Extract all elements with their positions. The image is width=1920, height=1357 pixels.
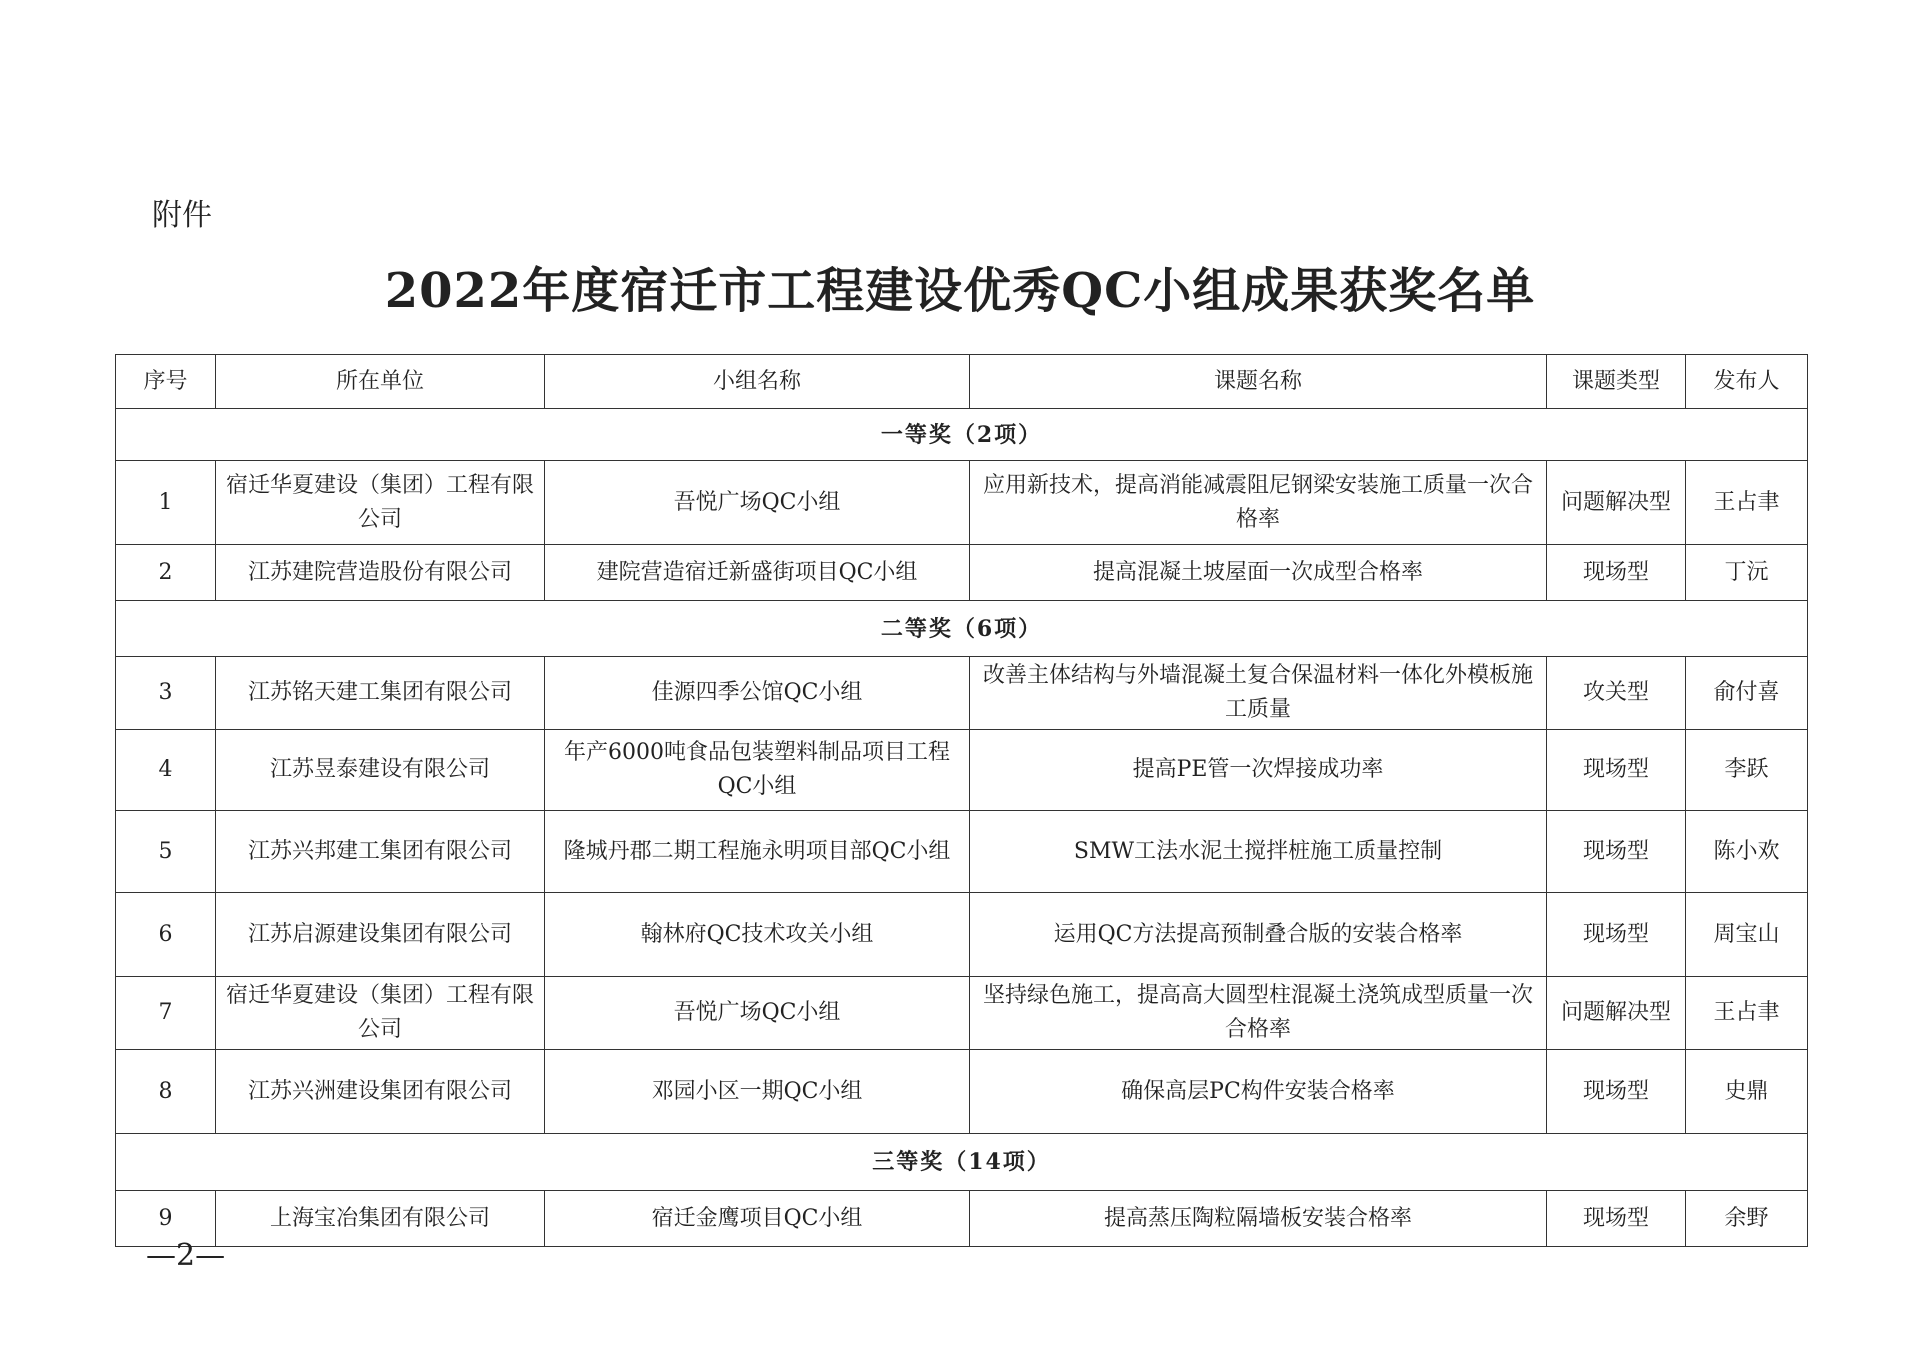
header-type: 课题类型 bbox=[1547, 355, 1686, 409]
cell-unit: 江苏启源建设集团有限公司 bbox=[216, 893, 545, 977]
cell-group: 隆城丹郡二期工程施永明项目部QC小组 bbox=[545, 811, 970, 893]
attachment-label: 附件 bbox=[152, 198, 212, 233]
cell-topic: 提高蒸压陶粒隔墙板安装合格率 bbox=[970, 1191, 1547, 1247]
cell-group: 年产6000吨食品包装塑料制品项目工程QC小组 bbox=[545, 730, 970, 811]
cell-group: 邓园小区一期QC小组 bbox=[545, 1050, 970, 1134]
cell-index: 7 bbox=[116, 977, 216, 1050]
cell-topic: 确保高层PC构件安装合格率 bbox=[970, 1050, 1547, 1134]
cell-type: 现场型 bbox=[1547, 730, 1686, 811]
page-number: —2— bbox=[146, 1238, 226, 1273]
cell-index: 6 bbox=[116, 893, 216, 977]
header-index: 序号 bbox=[116, 355, 216, 409]
award-section-row bbox=[116, 601, 1808, 657]
cell-presenter: 陈小欢 bbox=[1686, 811, 1808, 893]
cell-index: 9 bbox=[116, 1191, 216, 1247]
cell-unit: 宿迁华夏建设（集团）工程有限公司 bbox=[216, 977, 545, 1050]
cell-topic: 坚持绿色施工，提高高大圆型柱混凝土浇筑成型质量一次合格率 bbox=[970, 977, 1547, 1050]
cell-presenter: 周宝山 bbox=[1686, 893, 1808, 977]
cell-type: 现场型 bbox=[1547, 1050, 1686, 1134]
cell-unit: 江苏建院营造股份有限公司 bbox=[216, 545, 545, 601]
cell-unit: 上海宝冶集团有限公司 bbox=[216, 1191, 545, 1247]
header-topic: 课题名称 bbox=[970, 355, 1547, 409]
cell-group: 宿迁金鹰项目QC小组 bbox=[545, 1191, 970, 1247]
award-section-row bbox=[116, 409, 1808, 461]
awards-table bbox=[115, 354, 1808, 1247]
cell-group: 翰林府QC技术攻关小组 bbox=[545, 893, 970, 977]
cell-group: 吾悦广场QC小组 bbox=[545, 461, 970, 545]
cell-presenter: 丁沅 bbox=[1686, 545, 1808, 601]
cell-type: 现场型 bbox=[1547, 811, 1686, 893]
cell-presenter: 王占聿 bbox=[1686, 461, 1808, 545]
table-row bbox=[116, 657, 1808, 730]
award-section-row bbox=[116, 1134, 1808, 1191]
cell-unit: 江苏铭天建工集团有限公司 bbox=[216, 657, 545, 730]
cell-index: 8 bbox=[116, 1050, 216, 1134]
table-header-row bbox=[116, 355, 1808, 409]
cell-group: 建院营造宿迁新盛街项目QC小组 bbox=[545, 545, 970, 601]
cell-index: 3 bbox=[116, 657, 216, 730]
award-section-label: 二等奖（6项） bbox=[116, 601, 1808, 657]
table-row bbox=[116, 545, 1808, 601]
cell-type: 现场型 bbox=[1547, 545, 1686, 601]
table-row bbox=[116, 730, 1808, 811]
cell-presenter: 李跃 bbox=[1686, 730, 1808, 811]
table-row bbox=[116, 811, 1808, 893]
header-unit: 所在单位 bbox=[216, 355, 545, 409]
cell-type: 问题解决型 bbox=[1547, 461, 1686, 545]
cell-unit: 江苏昱泰建设有限公司 bbox=[216, 730, 545, 811]
cell-topic: 提高PE管一次焊接成功率 bbox=[970, 730, 1547, 811]
cell-presenter: 余野 bbox=[1686, 1191, 1808, 1247]
cell-presenter: 俞付喜 bbox=[1686, 657, 1808, 730]
cell-topic: 应用新技术，提高消能减震阻尼钢梁安装施工质量一次合格率 bbox=[970, 461, 1547, 545]
page-title: 2022年度宿迁市工程建设优秀QC小组成果获奖名单 bbox=[384, 263, 1536, 319]
cell-index: 4 bbox=[116, 730, 216, 811]
cell-presenter: 史鼎 bbox=[1686, 1050, 1808, 1134]
cell-topic: 改善主体结构与外墙混凝土复合保温材料一体化外模板施工质量 bbox=[970, 657, 1547, 730]
cell-presenter: 王占聿 bbox=[1686, 977, 1808, 1050]
cell-group: 吾悦广场QC小组 bbox=[545, 977, 970, 1050]
award-section-label: 一等奖（2项） bbox=[116, 409, 1808, 461]
cell-unit: 江苏兴洲建设集团有限公司 bbox=[216, 1050, 545, 1134]
cell-type: 攻关型 bbox=[1547, 657, 1686, 730]
table-row bbox=[116, 461, 1808, 545]
cell-unit: 江苏兴邦建工集团有限公司 bbox=[216, 811, 545, 893]
header-group: 小组名称 bbox=[545, 355, 970, 409]
cell-topic: 运用QC方法提高预制叠合版的安装合格率 bbox=[970, 893, 1547, 977]
cell-type: 问题解决型 bbox=[1547, 977, 1686, 1050]
cell-index: 5 bbox=[116, 811, 216, 893]
header-presenter: 发布人 bbox=[1686, 355, 1808, 409]
cell-unit: 宿迁华夏建设（集团）工程有限公司 bbox=[216, 461, 545, 545]
award-section-label: 三等奖（14项） bbox=[116, 1134, 1808, 1191]
cell-topic: SMW工法水泥土搅拌桩施工质量控制 bbox=[970, 811, 1547, 893]
cell-group: 佳源四季公馆QC小组 bbox=[545, 657, 970, 730]
table-row bbox=[116, 1191, 1808, 1247]
cell-index: 1 bbox=[116, 461, 216, 545]
cell-type: 现场型 bbox=[1547, 1191, 1686, 1247]
cell-topic: 提高混凝土坡屋面一次成型合格率 bbox=[970, 545, 1547, 601]
table-row bbox=[116, 977, 1808, 1050]
table-row bbox=[116, 1050, 1808, 1134]
table-row bbox=[116, 893, 1808, 977]
cell-index: 2 bbox=[116, 545, 216, 601]
cell-type: 现场型 bbox=[1547, 893, 1686, 977]
